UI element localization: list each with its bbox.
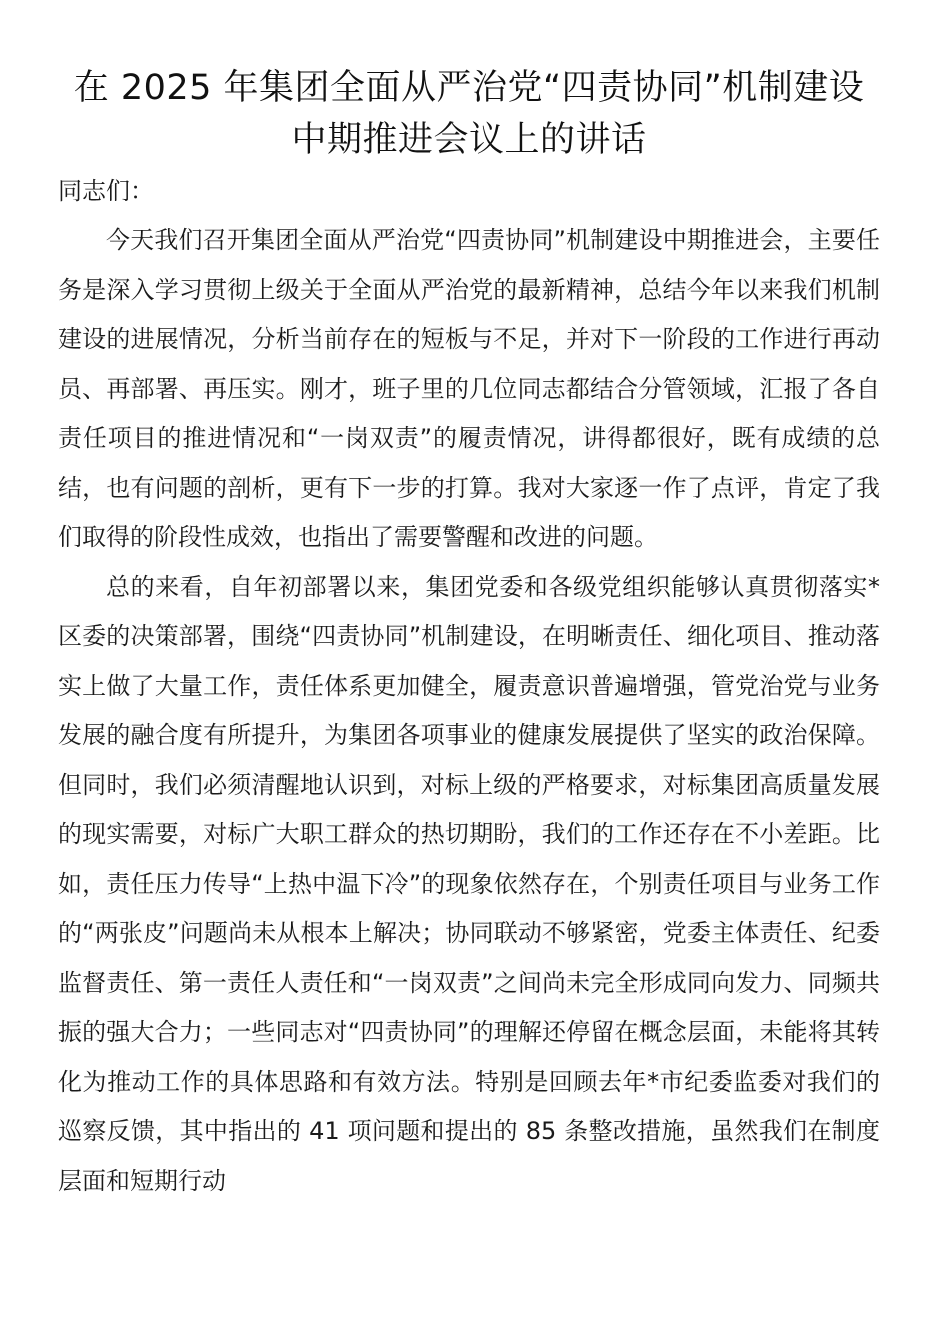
salutation: 同志们：: [58, 177, 154, 205]
paragraph-2: 总的来看，自年初部署以来，集团党委和各级党组织能够认真贯彻落实*区委的决策部署，围绕“四责协同”机制建设，在明晰责任、细化项目、推动落实上做了大量工作，责任体系更加健全，履责意识普遍增强，管党治党与业务发展的融合度有所提升，为集团各项事业的健康发展提供了坚实的政治保障。但同时，我们必须清醒地认识到，对标上级的严格要求，对标集团高质量发展的现实需要，对标广大职工群众的热切期盼，我们的工作还存在不小差距。比如，责任压力传导“上热中温下冷”的现象依然存在，个别责任项目与业务工作的“两张皮”问题尚未从根本上解决；协同联动不够紧密，党委主体责任、纪委监督责任、第一责任人责任和“一岗双责”之间尚未完全形成同向发力、同频共振的强大合力；一些同志对“四责协同”的理解还停留在概念层面，未能将其转化为推动工作的具体思路和有效方法。特别是回顾去年*市纪委监委对我们的巡察反馈，其中指出的 41 项问题和提出的 85 条整改措施，虽然我们在制度层面和短期行动: [58, 572, 880, 1195]
document-title: [58, 62, 880, 166]
document-page: [58, 62, 880, 1206]
title-line-2: 中期推进会议上的讲话: [291, 120, 647, 160]
title-line-1: 在 2025 年集团全面从严治党“四责协同”机制建设: [73, 68, 865, 108]
paragraph-1: 今天我们召开集团全面从严治党“四责协同”机制建设中期推进会，主要任务是深入学习贯彻上级关于全面从严治党的最新精神，总结今年以来我们机制建设的进展情况，分析当前存在的短板与不足，并对下一阶段的工作进行再动员、再部署、再压实。刚才，班子里的几位同志都结合分管领域，汇报了各自责任项目的推进情况和“一岗双责”的履责情况，讲得都很好，既有成绩的总结，也有问题的剖析，更有下一步的打算。我对大家逐一作了点评，肯定了我们取得的阶段性成效，也指出了需要警醒和改进的问题。: [58, 226, 880, 551]
